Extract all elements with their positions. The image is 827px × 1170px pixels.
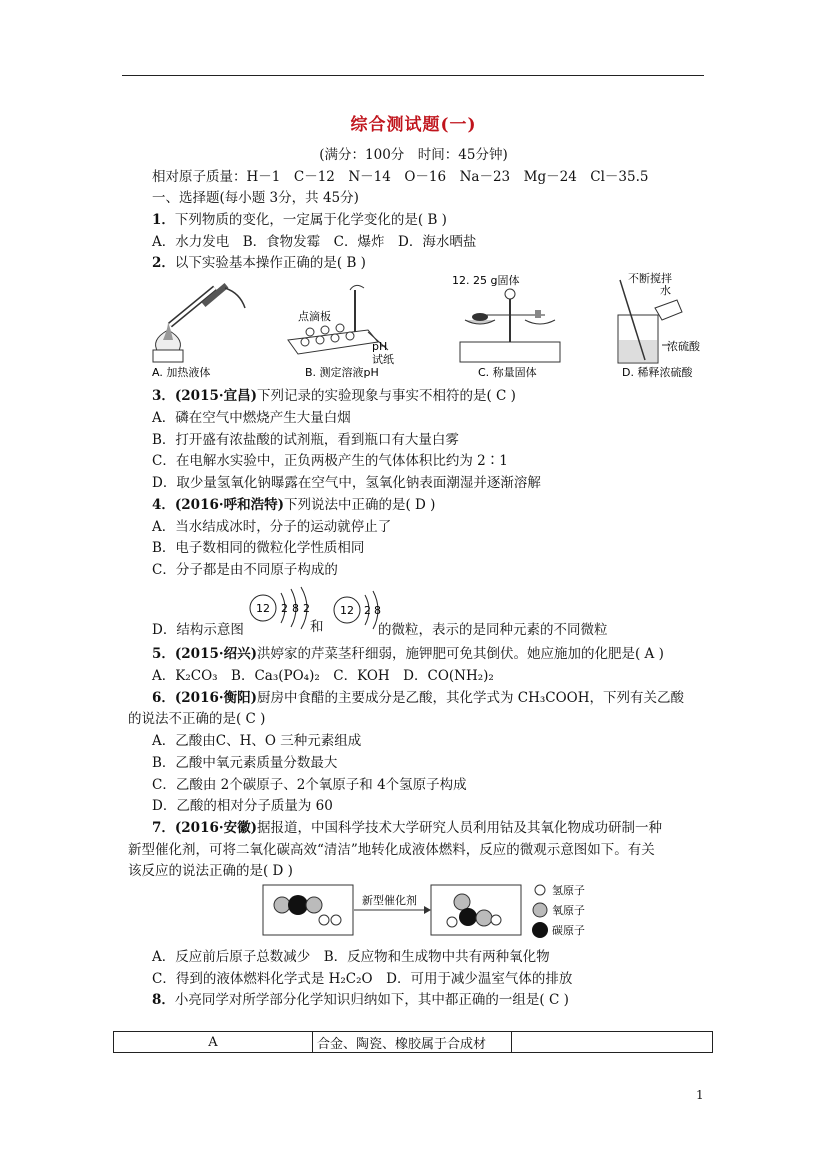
q4-text: 下列说法中正确的是( D ) bbox=[283, 497, 436, 513]
q4-stem bbox=[152, 496, 435, 514]
q5-stem bbox=[152, 645, 664, 663]
header-rule bbox=[122, 75, 704, 76]
q3-option-a: A．磷在空气中燃烧产生大量白烟 bbox=[152, 410, 351, 426]
legend-carbon-swatch bbox=[532, 922, 548, 938]
score-time: (满分：100分 时间：45分钟) bbox=[319, 147, 508, 163]
q7-stem-3: 该反应的说法正确的是( D ) bbox=[128, 863, 293, 879]
q4-source: (2016·呼和浩特) bbox=[174, 497, 284, 513]
label-solid-mass: 12. 25 g固体 bbox=[452, 274, 520, 287]
legend-hydrogen-label: 氢原子 bbox=[552, 884, 585, 897]
q1-stem bbox=[152, 211, 447, 229]
q5-source: (2015·绍兴) bbox=[174, 646, 257, 662]
q7-number: 7． bbox=[152, 820, 175, 836]
q3-option-c: C．在电解水实验中，正负两极产生的气体体积比约为 2∶1 bbox=[152, 453, 508, 469]
caption-c: C. 称量固体 bbox=[478, 366, 537, 379]
page-title: 综合测试题(一) bbox=[350, 115, 477, 135]
q6-number: 6． bbox=[152, 690, 175, 706]
atom1-shell2: 8 bbox=[292, 602, 299, 615]
atom2-shell2: 8 bbox=[374, 604, 381, 617]
catalyst-label: 新型催化剂 bbox=[362, 894, 417, 907]
q7-reaction-diagram bbox=[262, 880, 602, 942]
label-ph: pH bbox=[372, 340, 388, 353]
label-test-paper: 试纸 bbox=[372, 353, 394, 366]
atom-structure-2 bbox=[334, 591, 381, 629]
atom1-shell1: 2 bbox=[281, 602, 288, 615]
q1-text: 下列物质的变化，一定属于化学变化的是( B ) bbox=[174, 212, 447, 228]
q1-options: A．水力发电 B．食物发霉 C．爆炸 D．海水晒盐 bbox=[152, 234, 477, 250]
label-conc-sulfuric: 浓硫酸 bbox=[667, 340, 700, 353]
q4-option-b: B．电子数相同的微粒化学性质相同 bbox=[152, 540, 365, 556]
q6-stem-2: 的说法不正确的是( C ) bbox=[128, 711, 266, 727]
q4-atom-diagrams bbox=[245, 585, 385, 635]
caption-b: B. 测定溶液pH bbox=[305, 366, 379, 379]
q3-number: 3． bbox=[152, 388, 175, 404]
q7-stem-2: 新型催化剂，可将二氧化碳高效“清洁”地转化成液体燃料，反应的微观示意图如下。有关 bbox=[128, 842, 655, 858]
atom2-shell1: 2 bbox=[364, 604, 371, 617]
q2-number: 2． bbox=[152, 255, 175, 271]
q4-number: 4． bbox=[152, 497, 175, 513]
q6-option-b: B．乙酸中氧元素质量分数最大 bbox=[152, 755, 338, 771]
table-cell: A bbox=[114, 1032, 313, 1053]
q2-text: 以下实验基本操作正确的是( B ) bbox=[174, 255, 366, 271]
q3-option-b: B．打开盛有浓盐酸的试剂瓶，看到瓶口有大量白雾 bbox=[152, 432, 459, 448]
page-number: 1 bbox=[696, 1088, 704, 1102]
legend-oxygen-label: 氧原子 bbox=[552, 904, 585, 917]
q8-number: 8． bbox=[152, 992, 175, 1008]
q7-text: 据报道，中国科学技术大学研究人员利用钴及其氧化物成功研制一种 bbox=[256, 820, 662, 836]
q4-option-d-post: 的微粒，表示的是同种元素的不同微粒 bbox=[378, 622, 608, 638]
atom1-nucleus: 12 bbox=[256, 602, 270, 615]
q7-stem-1 bbox=[152, 819, 662, 837]
q5-options: A．K₂CO₃ B．Ca₃(PO₄)₂ C．KOH D．CO(NH₂)₂ bbox=[152, 668, 494, 684]
legend-carbon-label: 碳原子 bbox=[552, 924, 585, 937]
q3-source: (2015·宜昌) bbox=[174, 388, 257, 404]
apparatus-c-balance bbox=[460, 289, 560, 362]
q6-option-a: A．乙酸由C、H、O 三种元素组成 bbox=[152, 733, 362, 749]
table-cell bbox=[512, 1032, 713, 1053]
table-row bbox=[114, 1032, 713, 1053]
atom2-nucleus: 12 bbox=[340, 604, 354, 617]
q4-option-d-mid: 和 bbox=[310, 619, 324, 635]
q3-stem bbox=[152, 387, 516, 405]
q4-option-c: C．分子都是由不同原子构成的 bbox=[152, 562, 338, 578]
atomic-mass: 相对原子质量：H－1 C－12 N－14 O－16 Na－23 Mg－24 Cl－35.5 bbox=[152, 169, 649, 185]
q6-stem-1 bbox=[152, 689, 684, 707]
label-dropping-plate: 点滴板 bbox=[298, 310, 331, 323]
q7-options-cd: C．得到的液体燃料化学式是 H₂C₂O D．可用于减少温室气体的排放 bbox=[152, 971, 573, 987]
label-stir: 不断搅拌 bbox=[628, 272, 672, 285]
q5-text: 洪婷家的芹菜茎秆细弱，施钾肥可免其倒伏。她应施加的化肥是( A ) bbox=[256, 646, 664, 662]
q8-text: 小亮同学对所学部分化学知识归纳如下，其中都正确的一组是( C ) bbox=[174, 992, 569, 1008]
product-box bbox=[431, 885, 521, 935]
atom1-shell3: 2 bbox=[303, 602, 310, 615]
legend bbox=[532, 883, 585, 938]
apparatus-a-heating-liquid bbox=[153, 283, 245, 362]
section-heading: 一、选择题(每小题 3分，共 45分) bbox=[152, 190, 359, 206]
q7-options-ab: A．反应前后原子总数减少 B．反应物和生成物中共有两种氧化物 bbox=[152, 949, 550, 965]
q2-apparatus-figure bbox=[140, 270, 720, 385]
q4-option-d-pre: D．结构示意图 bbox=[152, 622, 244, 638]
q6-option-d: D．乙酸的相对分子质量为 60 bbox=[152, 798, 333, 814]
q3-text: 下列记录的实验现象与事实不相符的是( C ) bbox=[256, 388, 516, 404]
table-cell: 合金、陶瓷、橡胶属于合成材 bbox=[313, 1032, 512, 1053]
legend-hydrogen-swatch bbox=[535, 885, 545, 895]
label-water: 水 bbox=[660, 284, 671, 297]
q3-option-d: D．取少量氢氧化钠曝露在空气中，氢氧化钠表面潮湿并逐渐溶解 bbox=[152, 475, 541, 491]
q8-stem bbox=[152, 991, 569, 1009]
caption-a: A. 加热液体 bbox=[152, 366, 211, 379]
atom-structure-1 bbox=[250, 587, 310, 629]
legend-oxygen-swatch bbox=[533, 903, 547, 917]
caption-d: D. 稀释浓硫酸 bbox=[622, 366, 693, 379]
q8-table bbox=[113, 1031, 713, 1053]
q6-text: 厨房中食醋的主要成分是乙酸，其化学式为 CH₃COOH，下列有关乙酸 bbox=[256, 690, 685, 706]
q4-option-a: A．当水结成冰时，分子的运动就停止了 bbox=[152, 519, 392, 535]
q7-source: (2016·安徽) bbox=[174, 820, 257, 836]
q5-number: 5． bbox=[152, 646, 175, 662]
q1-number: 1． bbox=[152, 212, 175, 228]
q6-option-c: C．乙酸由 2个碳原子、2个氧原子和 4个氢原子构成 bbox=[152, 777, 467, 793]
q6-source: (2016·衡阳) bbox=[174, 690, 257, 706]
